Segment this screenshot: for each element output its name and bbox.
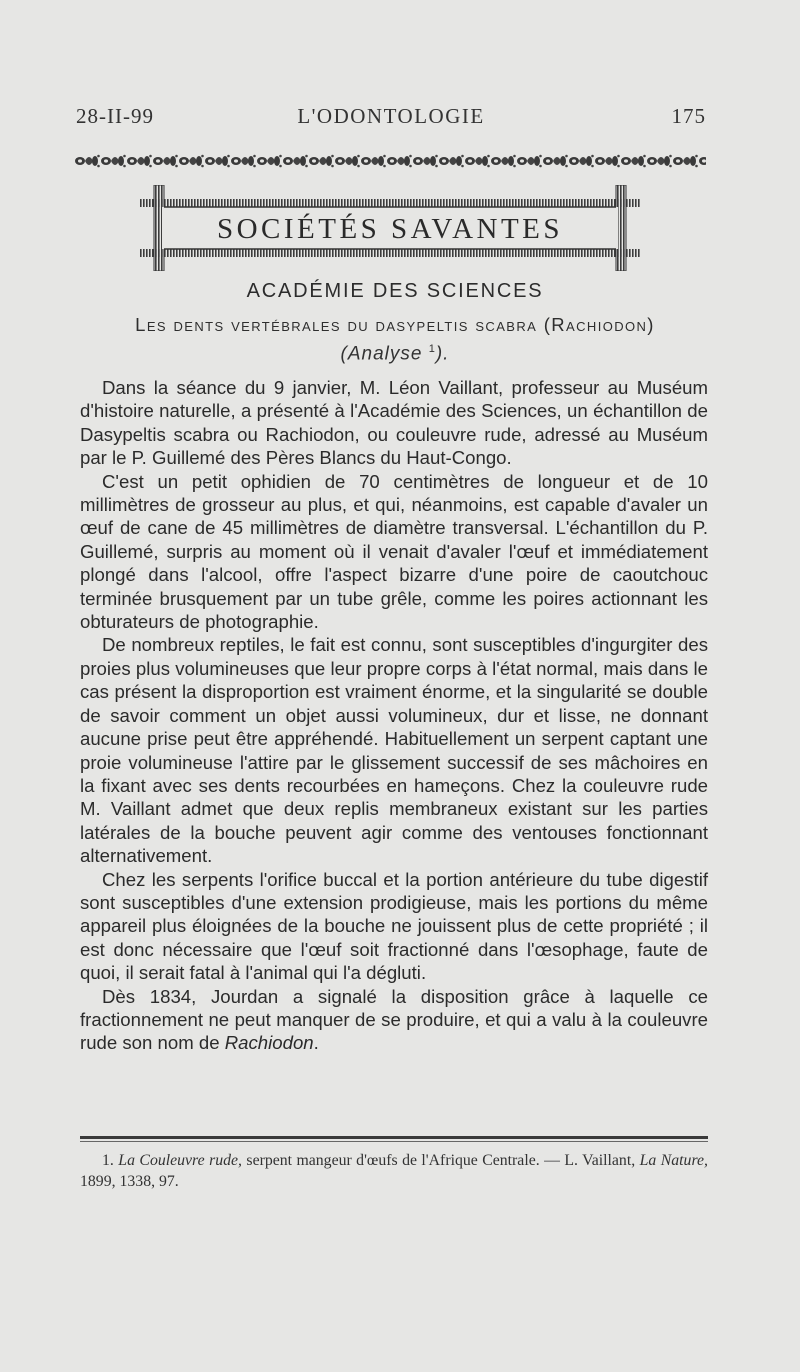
- article-subtitle: [80, 343, 710, 365]
- article-title: Les dents vertébrales du dasypeltis scabra (Rachiodon): [135, 314, 655, 335]
- section-title-wrap: [140, 185, 640, 271]
- paragraph: De nombreux reptiles, le fait est connu, sont susceptibles d'ingurgiter des proies plus volumineuses que leur propre corps à l'état normal, mais dans le cas présent la disproportion est vraiment énorme, et la singularité se double de savoir comment un objet aussi volumineux, dur et lisse, ne donnant aucune prise peut être appréhendé. Habituellement un serpent captant une proie volumineuse l'attire par le glissement successif de ses mâchoires en la fixant avec ses dents recourbées en hameçons. Chez la couleuvre rude M. Vaillant admet que deux replis membraneux existant sur les parties latérales de la bouche peuvent agir comme des ventouses fonctionnant alternativement.: [80, 634, 708, 867]
- section-title: SOCIÉTÉS SAVANTES: [216, 213, 564, 245]
- footnote-rule: [80, 1136, 708, 1139]
- paragraph: C'est un petit ophidien de 70 centimètres de longueur et de 10 millimètres de grosseur au plus, et qui, néanmoins, est capable d'avaler un œuf de cane de 45 millimètres de diamètre transversal. L'échantillon du P. Guillemé, surpris au moment où il venait d'avaler l'œuf et immédiatement plongé dans l'alcool, offre l'aspect bizarre d'une poire de caoutchouc terminée brusquement par un tube grêle, comme les poires actionnant les obturateurs de photographie.: [80, 470, 708, 633]
- article-body: [80, 376, 708, 1055]
- paragraph-last-end: .: [313, 1032, 319, 1054]
- page-number: 175: [671, 104, 706, 128]
- paragraph-last-text: Dès 1834, Jourdan a signalé la disposition grâce à laquelle ce fractionnement ne peut manquer de se produire, et qui a valu à la couleuvre rude son nom de: [80, 985, 708, 1054]
- footnote-rule-thin: [80, 1141, 708, 1142]
- header-date: 28-II-99: [76, 104, 154, 128]
- footnote-ref: 1: [428, 343, 436, 355]
- footnote-number: 1.: [102, 1152, 114, 1169]
- footnote-citation: 1899, 1338, 97.: [80, 1173, 179, 1190]
- paragraph: Dans la séance du 9 janvier, M. Léon Vaillant, professeur au Muséum d'histoire naturelle, a présenté à l'Académie des Sciences, un échantillon de Dasypeltis scabra ou Rachiodon, ou couleuvre rude, adressé au Muséum par le P. Guillemé des Pères Blancs du Haut-Congo.: [80, 377, 708, 469]
- footnote-journal: La Nature,: [639, 1152, 708, 1169]
- ornament-border: [74, 150, 706, 172]
- subtitle-text: (Analyse: [340, 343, 423, 365]
- paragraph-last: [80, 985, 708, 1055]
- subtitle-end: ).: [435, 343, 450, 365]
- italic-term: Rachiodon: [224, 1032, 314, 1054]
- academy-heading: ACADÉMIE DES SCIENCES: [246, 280, 544, 302]
- header-journal: L'ODONTOLOGIE: [297, 104, 485, 128]
- footnote-title: La Couleuvre rude,: [118, 1152, 242, 1169]
- running-head: [76, 104, 706, 134]
- footnote: [80, 1150, 708, 1192]
- paragraph: Chez les serpents l'orifice buccal et la portion antérieure du tube digestif sont susceptibles d'une extension prodigieuse, mais les portions du même appareil plus éloignées de la bouche ne jouissent plus de cette propriété ; il est donc nécessaire que l'œuf soit fractionné dans l'œsophage, faute de quoi, il serait fatal à l'animal qui l'a dégluti.: [80, 868, 708, 984]
- footnote-text: serpent mangeur d'œufs de l'Afrique Centrale. — L. Vaillant,: [246, 1152, 636, 1169]
